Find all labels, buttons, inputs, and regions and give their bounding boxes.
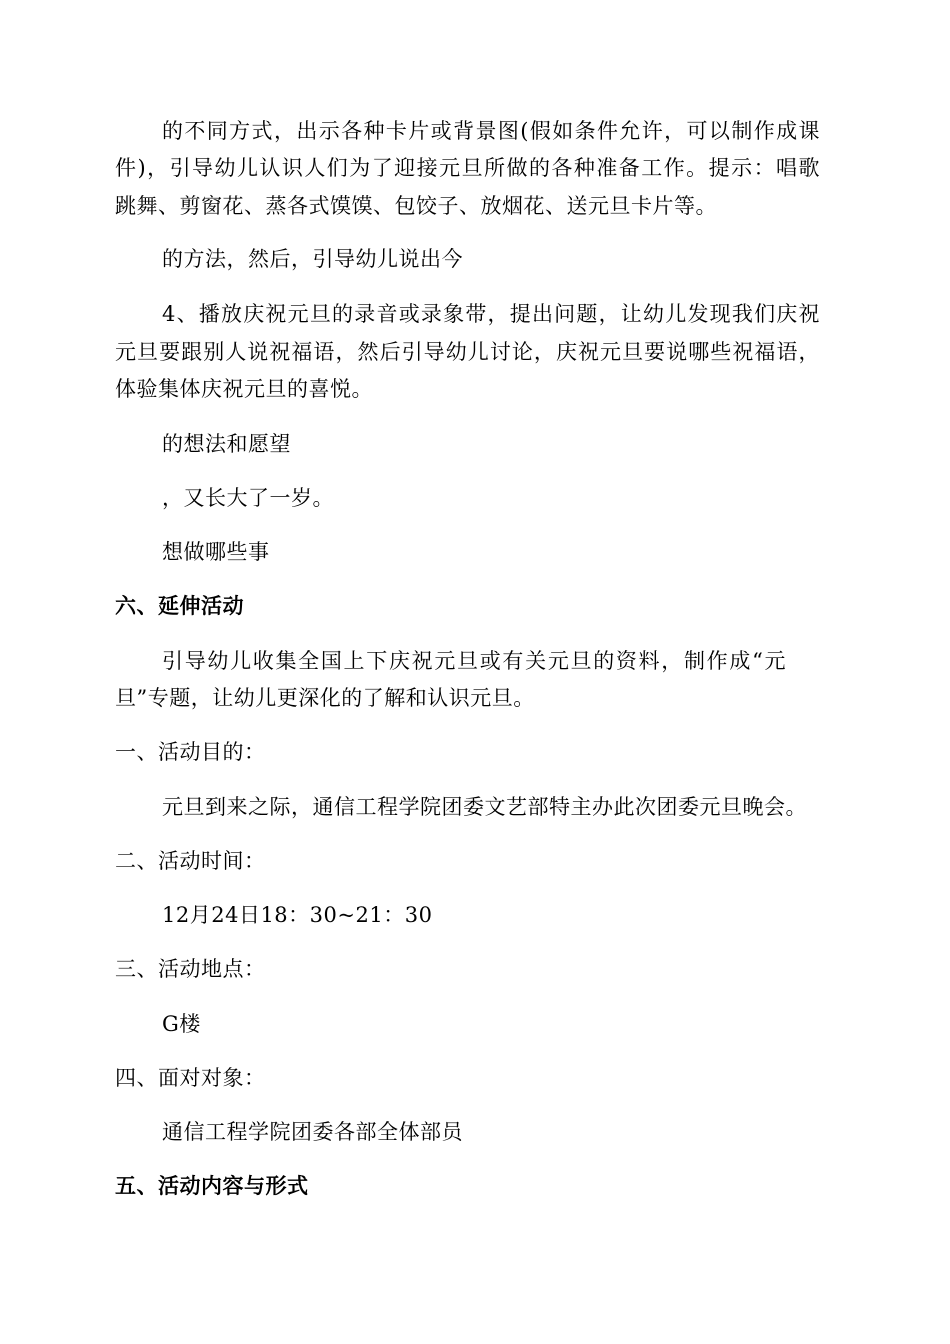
paragraph-line: 12月24日18：30~21：30 [162,903,433,927]
paragraph-line: 的方法，然后，引导幼儿说出今 [162,247,463,271]
paragraph-line: 4、播放庆祝元旦的录音或录象带，提出问题，让幼儿发现我们庆祝 [162,302,820,326]
paragraph-line: 元旦要跟别人说祝福语，然后引导幼儿讨论，庆祝元旦要说哪些祝福语， [115,340,820,364]
paragraph-line: 旦”专题，让幼儿更深化的了解和认识元旦。 [115,686,535,710]
paragraph-line: 引导幼儿收集全国上下庆祝元旦或有关元旦的资料，制作成“元 [162,649,786,673]
paragraph-line: 的不同方式，出示各种卡片或背景图(假如条件允许，可以制作成课 [162,119,820,143]
paragraph-line: 元旦到来之际，通信工程学院团委文艺部特主办此次团委元旦晚会。 [162,795,807,819]
paragraph-line: 件)，引导幼儿认识人们为了迎接元旦所做的各种准备工作。提示：唱歌 [115,156,820,180]
section-heading: 二、活动时间： [115,849,266,873]
paragraph-line: 通信工程学院团委各部全体部员 [162,1120,463,1144]
section-heading: 四、面对对象： [115,1066,266,1090]
paragraph-line: 的想法和愿望 [162,432,291,456]
paragraph-line: 想做哪些事 [162,540,270,564]
paragraph-line: G楼 [162,1012,201,1036]
paragraph-line: 体验集体庆祝元旦的喜悦。 [115,377,373,401]
section-heading: 五、活动内容与形式 [115,1173,309,1198]
paragraph-line: 跳舞、剪窗花、蒸各式馍馍、包饺子、放烟花、送元旦卡片等。 [115,194,717,218]
section-heading: 三、活动地点： [115,957,266,981]
section-heading: 六、延伸活动 [115,593,244,618]
section-heading: 一、活动目的： [115,740,266,764]
paragraph-line: ，又长大了一岁。 [162,486,334,510]
